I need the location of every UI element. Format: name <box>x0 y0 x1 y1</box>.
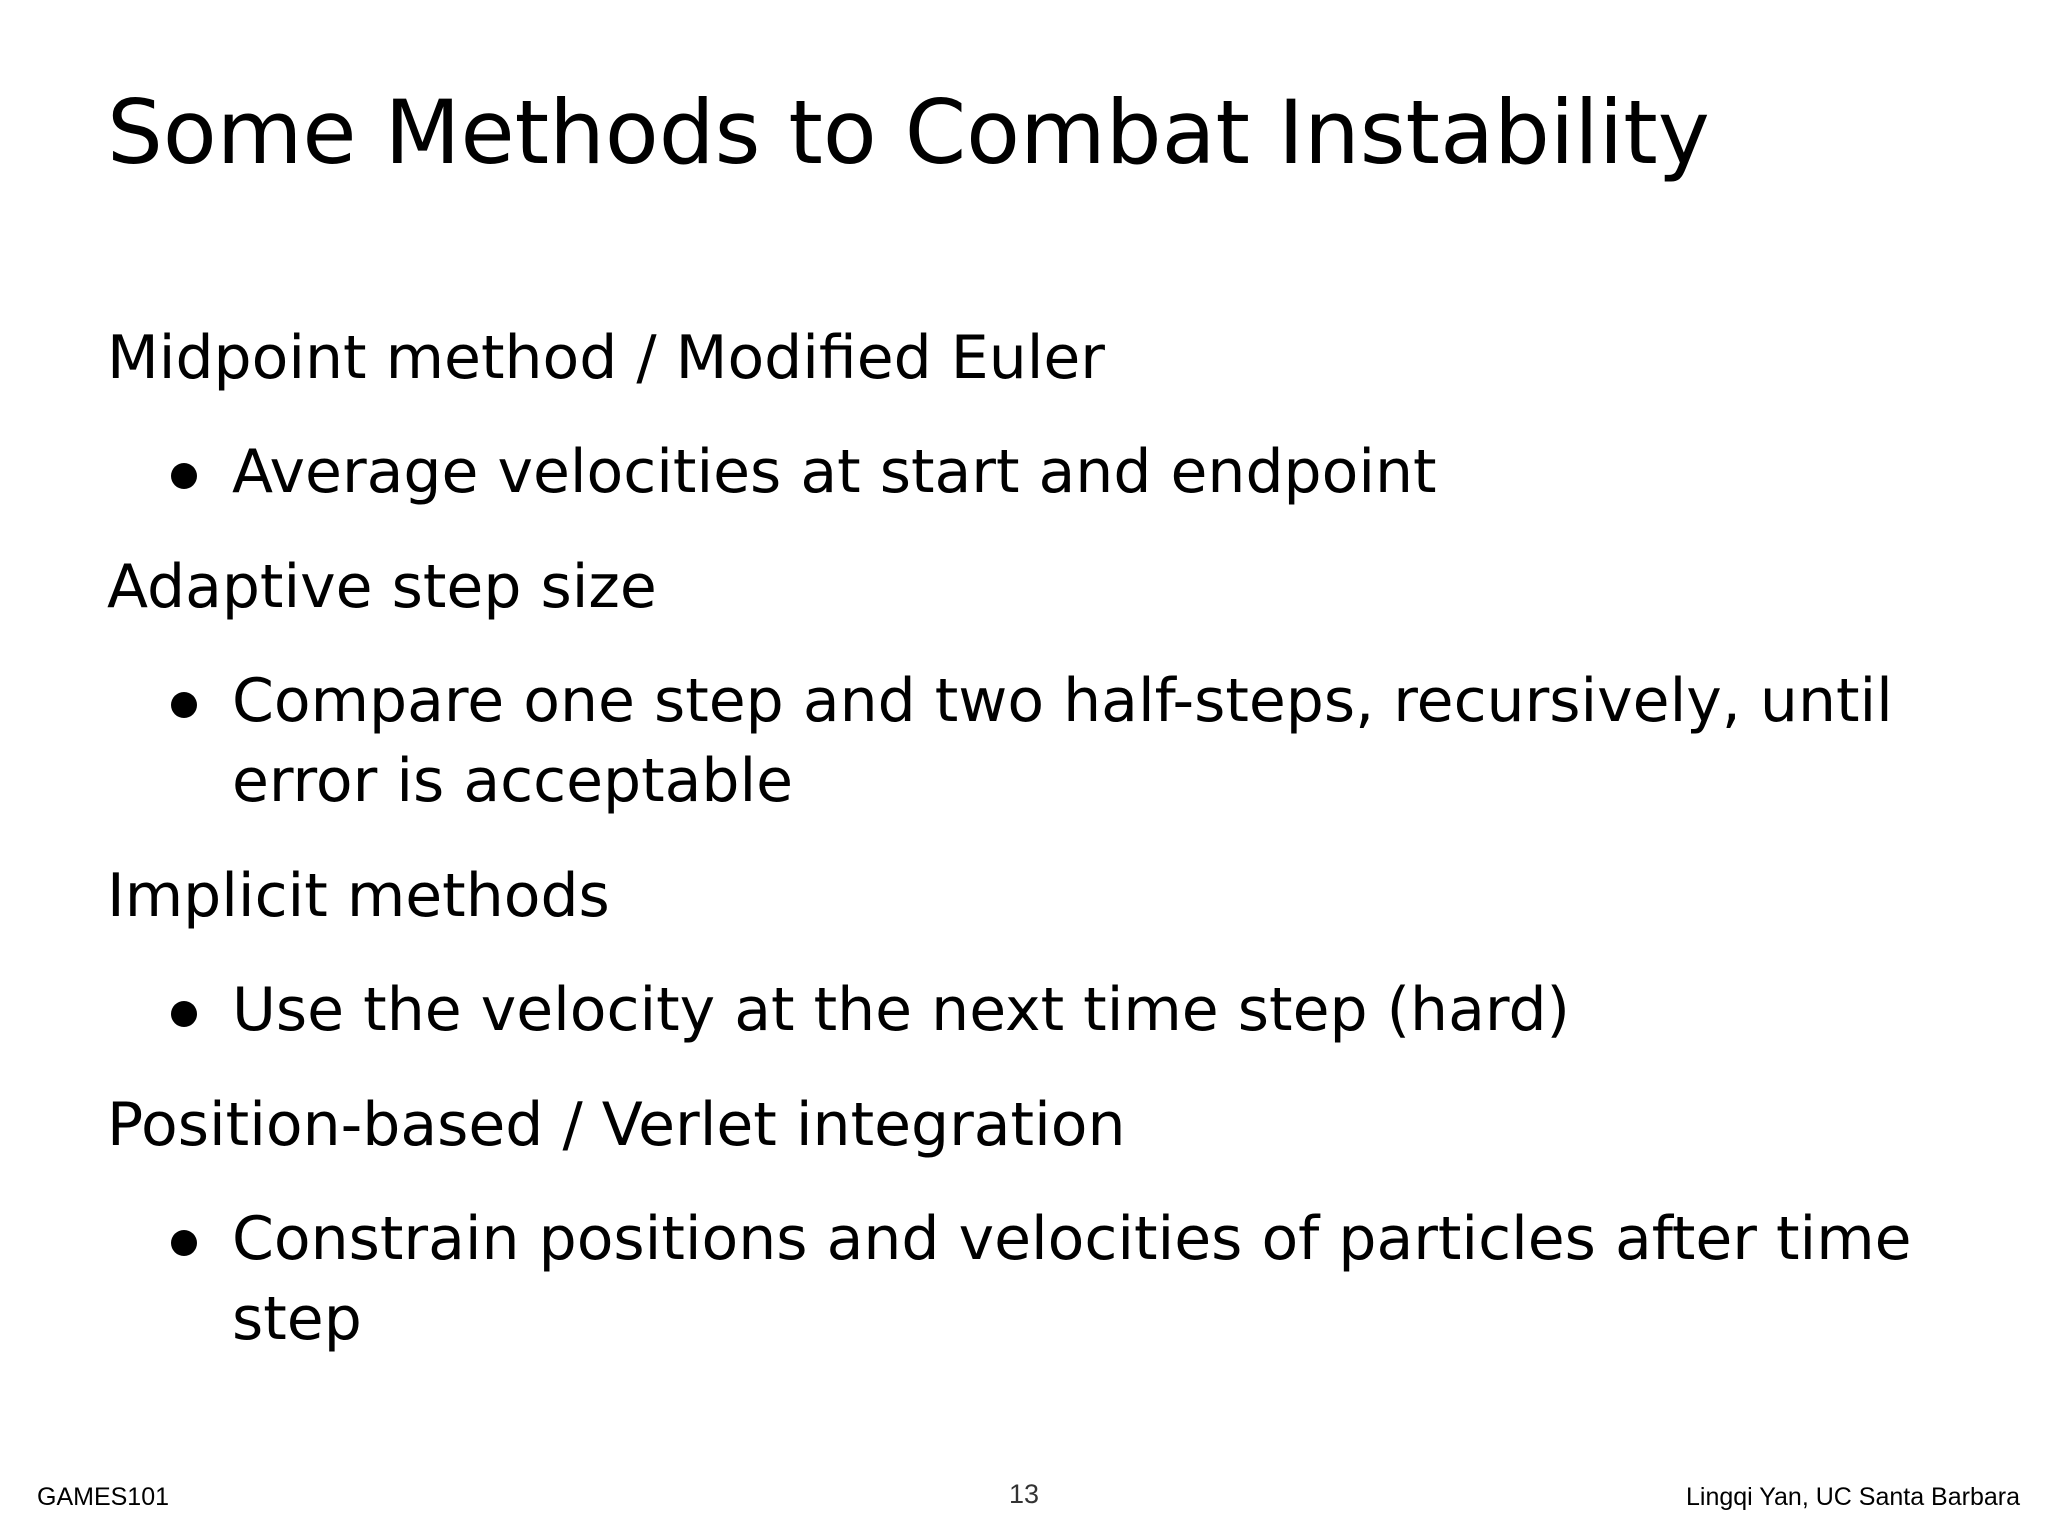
slide-title: Some Methods to Combat Instability <box>107 81 1710 184</box>
section-heading-implicit: Implicit methods <box>107 861 610 931</box>
footer-page-number: 13 <box>1008 1479 1040 1509</box>
footer-course: GAMES101 <box>37 1483 170 1511</box>
bullet-dot-icon <box>171 1001 197 1027</box>
bullet-item <box>107 661 1967 821</box>
bullet-text: Compare one step and two half-steps, recursively, until error is acceptable <box>232 666 1893 816</box>
bullet-dot-icon <box>171 692 197 718</box>
bullet-text: Constrain positions and velocities of particles after time step <box>232 1204 1912 1354</box>
bullet-text: Use the velocity at the next time step (hard) <box>232 975 1570 1045</box>
bullet-item <box>107 1199 1967 1359</box>
footer-author: Lingqi Yan, UC Santa Barbara <box>1685 1483 2020 1511</box>
bullet-text: Average velocities at start and endpoint <box>232 437 1437 507</box>
bullet-dot-icon <box>171 1230 197 1256</box>
section-heading-verlet: Position-based / Verlet integration <box>107 1090 1126 1160</box>
section-heading-adaptive: Adaptive step size <box>107 552 657 622</box>
bullet-item <box>107 432 1967 512</box>
slide-content <box>107 318 1967 1394</box>
section-heading-midpoint: Midpoint method / Modified Euler <box>107 323 1105 393</box>
bullet-item <box>107 970 1967 1050</box>
bullet-dot-icon <box>171 463 197 489</box>
